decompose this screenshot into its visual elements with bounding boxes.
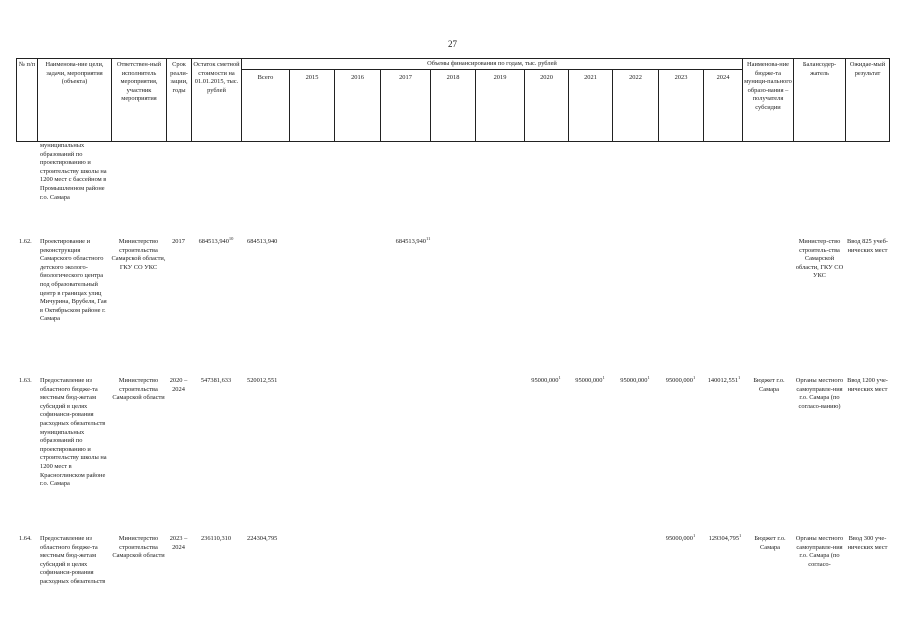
header-executor: Ответствен-ный исполнитель мероприятия, участник мероприятия bbox=[116, 61, 162, 103]
row-total: 520012,551 bbox=[247, 377, 278, 384]
row-no: 1.64. bbox=[19, 535, 32, 542]
row-year-2020: 95000,000$^1$ bbox=[531, 374, 561, 384]
row-period: 2020 – 2024 bbox=[169, 377, 188, 393]
header-year-2020: 2020 bbox=[540, 74, 553, 81]
header-financing-group: Объемы финансирования по годам, тыс. рублей bbox=[427, 60, 557, 67]
row-holder: Органы местного самоуправле-ния г.о. Самара (по согласо-ванию) bbox=[795, 377, 844, 410]
header-balance: Остаток сметной стоимости на 01.01.2015, тыс. рублей bbox=[193, 61, 240, 94]
header-bottom-border bbox=[16, 141, 889, 142]
row-balance: 684513,940$^{10}$ bbox=[198, 235, 234, 245]
continuation-name: муниципальных образований по проектированию и строительству школы на 1200 мест с бассейном в Промышленном районе г.о. Самара bbox=[40, 142, 107, 201]
row-year-2017: 684513,940$^{11}$ bbox=[395, 235, 431, 245]
row-year-2021: 95000,000$^1$ bbox=[575, 374, 605, 384]
header-year-2019: 2019 bbox=[493, 74, 507, 81]
header-year-2017: 2017 bbox=[399, 74, 412, 81]
row-result: Ввод 300 уче-нических мест bbox=[847, 535, 888, 551]
row-year-2022: 95000,000$^1$ bbox=[620, 374, 650, 384]
row-year-2023: 95000,000$^1$ bbox=[665, 374, 696, 384]
header-year-2016: 2016 bbox=[351, 74, 364, 81]
row-executor: Министерство строительства Самарской области, ГКУ СО УКС bbox=[111, 238, 166, 271]
header-budget-name: Наименова-ние бюдже-та муници-пального образо-вания – получателя субсидии bbox=[744, 61, 792, 111]
row-period: 2017 bbox=[172, 238, 185, 245]
row-balance: 547381,633 bbox=[200, 377, 232, 384]
row-total: 684513,940 bbox=[247, 238, 278, 245]
row-budget-name: Бюджет г.о. Самара bbox=[754, 535, 786, 551]
col-line bbox=[16, 58, 17, 142]
row-budget-name: Бюджет г.о. Самара bbox=[753, 377, 785, 393]
col-line bbox=[889, 58, 890, 142]
row-total: 224304,795 bbox=[247, 535, 278, 542]
row-name: Предоставление из областного бюдже-та местным бюд-жетам субсидий в целях софинанси-рования расходных обязательств bbox=[40, 535, 106, 585]
header-period: Срок реали-зации, годы bbox=[170, 61, 188, 94]
header-name: Наименова-ние цели, задачи, мероприятия (объекта) bbox=[45, 61, 104, 86]
col-line bbox=[241, 58, 242, 142]
financing-subheader-border bbox=[241, 69, 742, 70]
table-top-border bbox=[16, 58, 889, 59]
row-name: Проектирование и реконструкция Самарского областного детского эколого-биологического центра под образовательный центр в границах улиц Мичурина, Врубеля, Гая в Октябрьском районе г. Самара bbox=[40, 238, 107, 323]
row-executor: Министерство строительства Самарской области bbox=[112, 377, 165, 402]
row-name: Предоставление из областного бюдже-та местным бюд-жетам субсидий в целях софинанси-рования расходных обязательств муниципальных образований по проектированию и строительству школы на 1200 мест в Красноглинском районе г.о. Самара bbox=[40, 377, 107, 488]
header-no: № п/п bbox=[18, 61, 36, 68]
row-result: Ввод 1200 уче-нических мест bbox=[847, 377, 888, 393]
header-year-2018: 2018 bbox=[446, 74, 460, 81]
row-no: 1.63. bbox=[19, 377, 32, 384]
header-year-2021: 2021 bbox=[584, 74, 597, 81]
header-holder: Балансодер-жатель bbox=[802, 61, 837, 77]
header-year-2015: 2015 bbox=[305, 74, 319, 81]
row-holder: Органы местного самоуправле-ния г.о. Самара (по согласо- bbox=[795, 535, 844, 568]
page-number: 27 bbox=[448, 39, 457, 49]
row-no: 1.62. bbox=[19, 238, 32, 245]
row-balance: 236110,310 bbox=[200, 535, 232, 542]
header-year-2022: 2022 bbox=[629, 74, 642, 81]
row-result: Ввод 825 учеб-нических мест bbox=[847, 238, 888, 254]
row-holder: Министер-ство строитель-ства Самарской области, ГКУ СО УКС bbox=[795, 238, 844, 280]
header-total: Всего bbox=[257, 74, 274, 81]
row-year-2023: 95000,000$^1$ bbox=[665, 532, 696, 542]
row-year-2024: 140012,551$^1$ bbox=[707, 374, 741, 384]
row-period: 2023 – 2024 bbox=[169, 535, 188, 551]
row-executor: Министерство строительства Самарской области bbox=[112, 535, 165, 560]
header-year-2024: 2024 bbox=[716, 74, 730, 81]
header-result: Ожидае-мый результат bbox=[849, 61, 886, 77]
row-year-2024: 129304,795$^1$ bbox=[708, 532, 742, 542]
header-year-2023: 2023 bbox=[674, 74, 688, 81]
